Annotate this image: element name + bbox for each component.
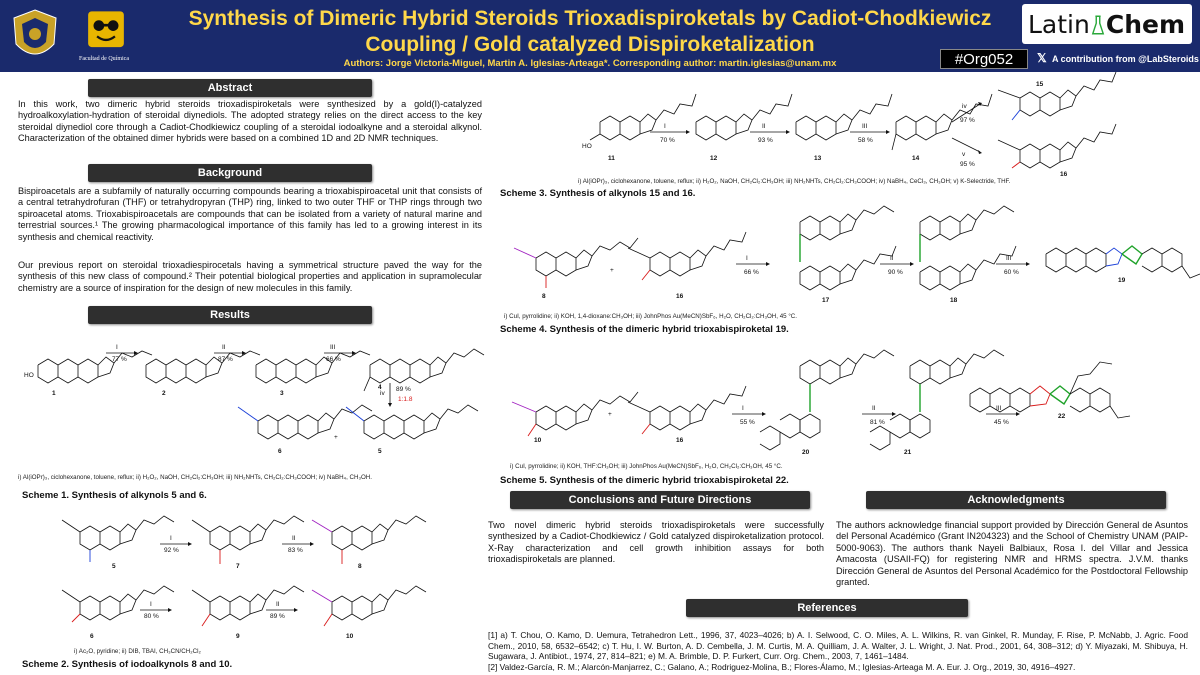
scheme-5-graphic: [500, 336, 1190, 461]
iodoalkyne-compound-10: [512, 392, 638, 436]
reference-2: [2] Valdez-García, R. M.; Alarcón-Manjarrez, C.; Galano, A.; Rodriguez-Molina, B.; Flores-Álamo, M.; Iglesias-Arteaga M. A. Eur. J. Org., 2019, 30, 4916–4927.: [488, 661, 1076, 672]
scheme3-compound-15-number: 15: [1036, 81, 1044, 88]
unam-crest-icon: [10, 8, 60, 64]
scheme-1-graphic: [18, 325, 488, 465]
scheme1-compound-6-number: 6: [278, 448, 282, 455]
scheme1-yield-3: 66 %: [326, 356, 341, 363]
scheme4-step-3-label: III: [1006, 255, 1012, 262]
scheme-4-graphic: [500, 202, 1190, 312]
dispiroketal-compound-19: [1046, 246, 1200, 278]
scheme5-caption: Scheme 5. Synthesis of the dimeric hybrid trioxabispiroketal 22.: [500, 475, 789, 486]
scheme3-compound-14-number: 14: [912, 155, 920, 162]
scheme5-yield-2: 81 %: [870, 419, 885, 426]
results-heading: Results: [88, 306, 372, 324]
poster-header: [0, 0, 1200, 72]
conclusions-heading: Conclusions and Future Directions: [510, 491, 810, 509]
conclusions-text: Two novel dimeric hybrid steroids trioxadispiroketals were successfully synthesized by a Cadiot-Chodkiewicz / Gold catalyzed dispiroketalization protocol. X-Ray characterization and cell growth inhibition assays for both trioxadispiroketals are planned.: [488, 520, 824, 565]
scheme1-yield-2: 87 %: [218, 356, 233, 363]
spiroketal-compound-16: [998, 124, 1116, 168]
spiroketal-compound-16-s5: [628, 386, 746, 434]
scheme3-step-2-label: II: [762, 123, 766, 130]
scheme4-yield-1: 66 %: [744, 269, 759, 276]
background-paragraph-1: Bispiroacetals are a subfamily of naturally occurring compounds bearing a trioxabispiroacetal unit that consists of a central tetrahydrofuran (THF) or tetrahydropyran (THP) ring, linked to two outer THF or THP rings through two spiroacetal atoms. Trioxabispiroacetals are compounds that can be isolated from a variety of natural marine and terrestrial sources.¹ The growing pharmacological importance of this family has led to a growing interest in its synthesis and chemical reactivity.: [18, 186, 482, 242]
scheme1-caption: Scheme 1. Synthesis of alkynols 5 and 6.: [22, 490, 207, 501]
scheme4-compound-8-number: 8: [542, 293, 546, 300]
steroid-compound-2: [146, 351, 260, 383]
scheme5-step-1-label: I: [742, 405, 744, 412]
scheme1-yield-4: 89 %: [396, 386, 411, 393]
scheme1-compound-1-number: 1: [52, 390, 56, 397]
title-line-1: Synthesis of Dimeric Hybrid Steroids Trioxadispiroketals by Cadiot-Chodkiewicz: [188, 7, 992, 30]
steroid-compound-4: [364, 349, 484, 391]
scheme3-compound-16-number: 16: [1060, 171, 1068, 178]
references-heading: References: [686, 599, 968, 617]
scheme2-caption: Scheme 2. Synthesis of iodoalkynols 8 and 10.: [22, 659, 233, 670]
dimer-compound-17: [800, 206, 896, 290]
scheme3-yield-5: 95 %: [960, 161, 975, 168]
spiroketal-compound-11: [590, 94, 696, 140]
steroid-compound-7: [192, 516, 304, 564]
dimer-compound-21: [870, 350, 1004, 450]
scheme3-compound-12-number: 12: [710, 155, 718, 162]
scheme-3-graphic: [500, 76, 1190, 176]
poster-tag-badge: #Org052: [940, 49, 1028, 69]
spiroketal-compound-14: [892, 94, 992, 150]
scheme3-step-5-label: v: [962, 151, 966, 158]
title-line-2: Coupling / Gold catalyzed Dispiroketalization: [365, 33, 815, 56]
scheme1-compound-4-number: 4: [378, 384, 382, 391]
scheme3-step-4-label: iv: [962, 103, 967, 110]
facultad-quimica-logo-icon: [80, 6, 132, 56]
x-logo-icon: 𝕏: [1037, 51, 1047, 65]
scheme5-step-2-label: II: [872, 405, 876, 412]
steroid-compound-3: [256, 351, 370, 383]
scheme4-compound-16-number: 16: [676, 293, 684, 300]
scheme1-compound-3-number: 3: [280, 390, 284, 397]
scheme3-ho-label: HO: [582, 143, 592, 150]
acknowledgments-text: The authors acknowledge financial support provided by Dirección General de Asuntos del Personal Académico (Grant IN204323) and the School of Chemistry UNAM (PAIP-5000-9063). The authors thank Nayeli Balbiaux, Rosa I. del Villar and Jessica Amacosta (USAII-FQ) for registering NMR and HRMS spectra. J.V.M. thanks Dirección General de Asuntos del Personal Académico for the Postdoctoral Fellowship granted.: [836, 520, 1188, 588]
scheme2-compound-9-number: 9: [236, 633, 240, 640]
scheme1-compound-5-number: 5: [378, 448, 382, 455]
contribution-line: A contribution from @LabSteroids: [1052, 54, 1199, 64]
scheme4-yield-3: 60 %: [1004, 269, 1019, 276]
scheme4-step-1-label: I: [746, 255, 748, 262]
scheme1-ratio: 1:1.8: [398, 396, 413, 403]
steroid-compound-8: [312, 516, 426, 564]
scheme5-yield-1: 55 %: [740, 419, 755, 426]
steroid-compound-6: [238, 405, 372, 439]
spiroketal-compound-12: [696, 94, 792, 140]
scheme4-plus: +: [610, 267, 614, 274]
scheme5-compound-22-number: 22: [1058, 413, 1066, 420]
steroid-compound-1: [38, 351, 152, 383]
background-heading: Background: [88, 164, 372, 182]
scheme2-compound-6-number: 6: [90, 633, 94, 640]
steroid-compound-10: [312, 586, 426, 626]
spiroketal-compound-13: [796, 94, 892, 140]
scheme2-compound-8-number: 8: [358, 563, 362, 570]
dimer-compound-20: [760, 350, 894, 450]
latinchem-logo: [1022, 4, 1192, 44]
scheme1-step-1-label: I: [116, 344, 118, 351]
scheme5-plus: +: [608, 411, 612, 418]
latinchem-logo-text: Latin Chem: [1028, 10, 1185, 39]
scheme2-step-4-label: II: [276, 601, 280, 608]
steroid-compound-5: [346, 405, 478, 439]
scheme2-conditions: i) Ac₂O, pyridine; ii) DIB, TBAI, CH₃CN/CH₂Cl₂: [74, 648, 201, 655]
authors-line: Authors: Jorge Victoria-Miguel, Martin A. Iglesias-Arteaga*. Corresponding author: martin.iglesias@unam.mx: [343, 58, 837, 69]
scheme2-compound-7-number: 7: [236, 563, 240, 570]
spiroketal-compound-16-s4: [628, 232, 746, 280]
scheme4-caption: Scheme 4. Synthesis of the dimeric hybrid trioxabispiroketal 19.: [500, 324, 789, 335]
scheme3-conditions: i) Al(iOPr)₃, ciclohexanone, toluene, reflux; ii) H₂O₂, NaOH, CH₂Cl₂:CH₃OH; iii) NH₂NHTs, CH₂Cl₂:CH₃COOH; iv) NaBH₄, CeCl₃, CH₃OH; v) K-Selectride, THF.: [578, 178, 1011, 185]
scheme5-compound-20-number: 20: [802, 449, 810, 456]
scheme4-compound-18-number: 18: [950, 297, 958, 304]
scheme4-compound-17-number: 17: [822, 297, 830, 304]
background-paragraph-2: Our previous report on steroidal trioxadiespirocetals having a symmetrical structure paved the way for the synthesis of this new class of compound.² Their potential biological properties and application in supramolecular chemistry are a source of inspiration for the design of new molecules in this family.: [18, 260, 482, 293]
scheme1-oh-label: HO: [24, 372, 34, 379]
scheme4-yield-2: 90 %: [888, 269, 903, 276]
scheme5-compound-16-number: 16: [676, 437, 684, 444]
poster-title: [150, 6, 1030, 58]
scheme2-compound-5-number: 5: [112, 563, 116, 570]
scheme1-yield-1: 77 %: [112, 356, 127, 363]
scheme3-yield-1: 70 %: [660, 137, 675, 144]
scheme4-step-2-label: II: [890, 255, 894, 262]
scheme3-compound-13-number: 13: [814, 155, 822, 162]
scheme3-caption: Scheme 3. Synthesis of alkynols 15 and 16.: [500, 188, 696, 199]
abstract-heading: Abstract: [88, 79, 372, 97]
reference-1: [1] a) T. Chou, O. Kamo, D. Uemura, Tetrahedron Lett., 1996, 37, 4023–4026; b) A. I. Selwood, C. O. Miles, A. L. Wilkins, R. van Ginkel, R. Munday, F. Rise, P. McNabb, J. Agric. Food Chem., 2010, 58, 6532–6542; c) T. Hu, I. W. Burton, A. D. Cembella, J. M. Curtis, M. A. Quilliam, J. A. Walter, J. L. Wright, J. Nat. Prod., 2001, 64, 308–312; d) Y. Miyazaki, M. Shibuya, H. Sugawara, J. Antibiot., 1974, 27, 814–821; e) M. A. Brimble, D. P. Furkert, Curr. Org. Chem., 2003, 7, 1461–1484.: [488, 630, 1188, 661]
steroid-compound-5-row2: [62, 516, 174, 562]
scheme3-arrow-5: [952, 138, 980, 152]
scheme5-step-3-label: III: [996, 405, 1002, 412]
scheme2-yield-1: 92 %: [164, 547, 179, 554]
scheme3-step-1-label: I: [664, 123, 666, 130]
scheme2-step-1-label: I: [170, 535, 172, 542]
scheme4-compound-19-number: 19: [1118, 277, 1126, 284]
scheme3-yield-4: 97 %: [960, 117, 975, 124]
scheme2-yield-4: 89 %: [270, 613, 285, 620]
scheme3-yield-3: 58 %: [858, 137, 873, 144]
scheme1-conditions: i) Al(iOPr)₃, ciclohexanone, toluene, reflux; ii) H₂O₂, NaOH, CH₂Cl₂:CH₃OH; iii) NH₂NHTs, CH₂Cl₂:CH₃COOH; iv) NaBH₄, CH₃OH.: [18, 474, 372, 481]
scheme2-yield-3: 80 %: [144, 613, 159, 620]
scheme3-compound-11-number: 11: [608, 155, 615, 162]
scheme5-yield-3: 45 %: [994, 419, 1009, 426]
scheme1-step-3-label: III: [330, 344, 336, 351]
scheme1-step-2-label: II: [222, 344, 226, 351]
fq-caption: Facultad de Química: [79, 56, 129, 62]
iodoalkyne-compound-8: [514, 238, 638, 288]
scheme5-compound-21-number: 21: [904, 449, 912, 456]
scheme2-step-3-label: I: [150, 601, 152, 608]
scheme5-conditions: i) CuI, pyrrolidine; ii) KOH, THF:CH₃OH; iii) JohnPhos Au(MeCN)SbF₆, H₂O, CH₂Cl₂:CH₃OH, 45 °C.: [510, 463, 783, 470]
scheme2-compound-10-number: 10: [346, 633, 354, 640]
abstract-text: In this work, two dimeric hybrid steroids trioxadispiroketals were synthesized by a gold(I)-catalyzed hydroalkoxylation-hydration of steroidal diynediols. The adopted strategy relies on the direct access to the key steroidal diynediol core through a Cadiot-Chodkiewicz coupling of a steroidal iodoalkyne and a steroidal alkynol. Characterization of the obtained dimer hybrids were based on a combined 1D and 2D NMR techniques.: [18, 99, 482, 144]
dispiroketal-compound-22: [970, 362, 1130, 418]
scheme-2-graphic: [40, 506, 490, 646]
scheme2-step-2-label: II: [292, 535, 296, 542]
spiroketal-compound-15: [998, 72, 1116, 120]
scheme3-yield-2: 93 %: [758, 137, 773, 144]
acknowledgments-heading: Acknowledgments: [866, 491, 1166, 509]
scheme1-plus: +: [334, 434, 338, 441]
scheme1-step-4-label: iv: [380, 390, 385, 397]
scheme5-compound-10-number: 10: [534, 437, 542, 444]
dimer-compound-18: [920, 206, 1016, 290]
scheme3-step-3-label: III: [862, 123, 868, 130]
scheme2-yield-2: 83 %: [288, 547, 303, 554]
flask-icon: [1091, 14, 1105, 36]
scheme1-compound-2-number: 2: [162, 390, 166, 397]
scheme4-conditions: i) CuI, pyrrolidine; ii) KOH, 1,4-dioxane:CH₃OH; iii) JohnPhos Au(MeCN)SbF₆, H₂O, CH₂Cl₂:CH₃OH, 45 °C.: [504, 313, 797, 320]
steroid-compound-9: [192, 586, 304, 626]
references-list: [488, 630, 1188, 672]
